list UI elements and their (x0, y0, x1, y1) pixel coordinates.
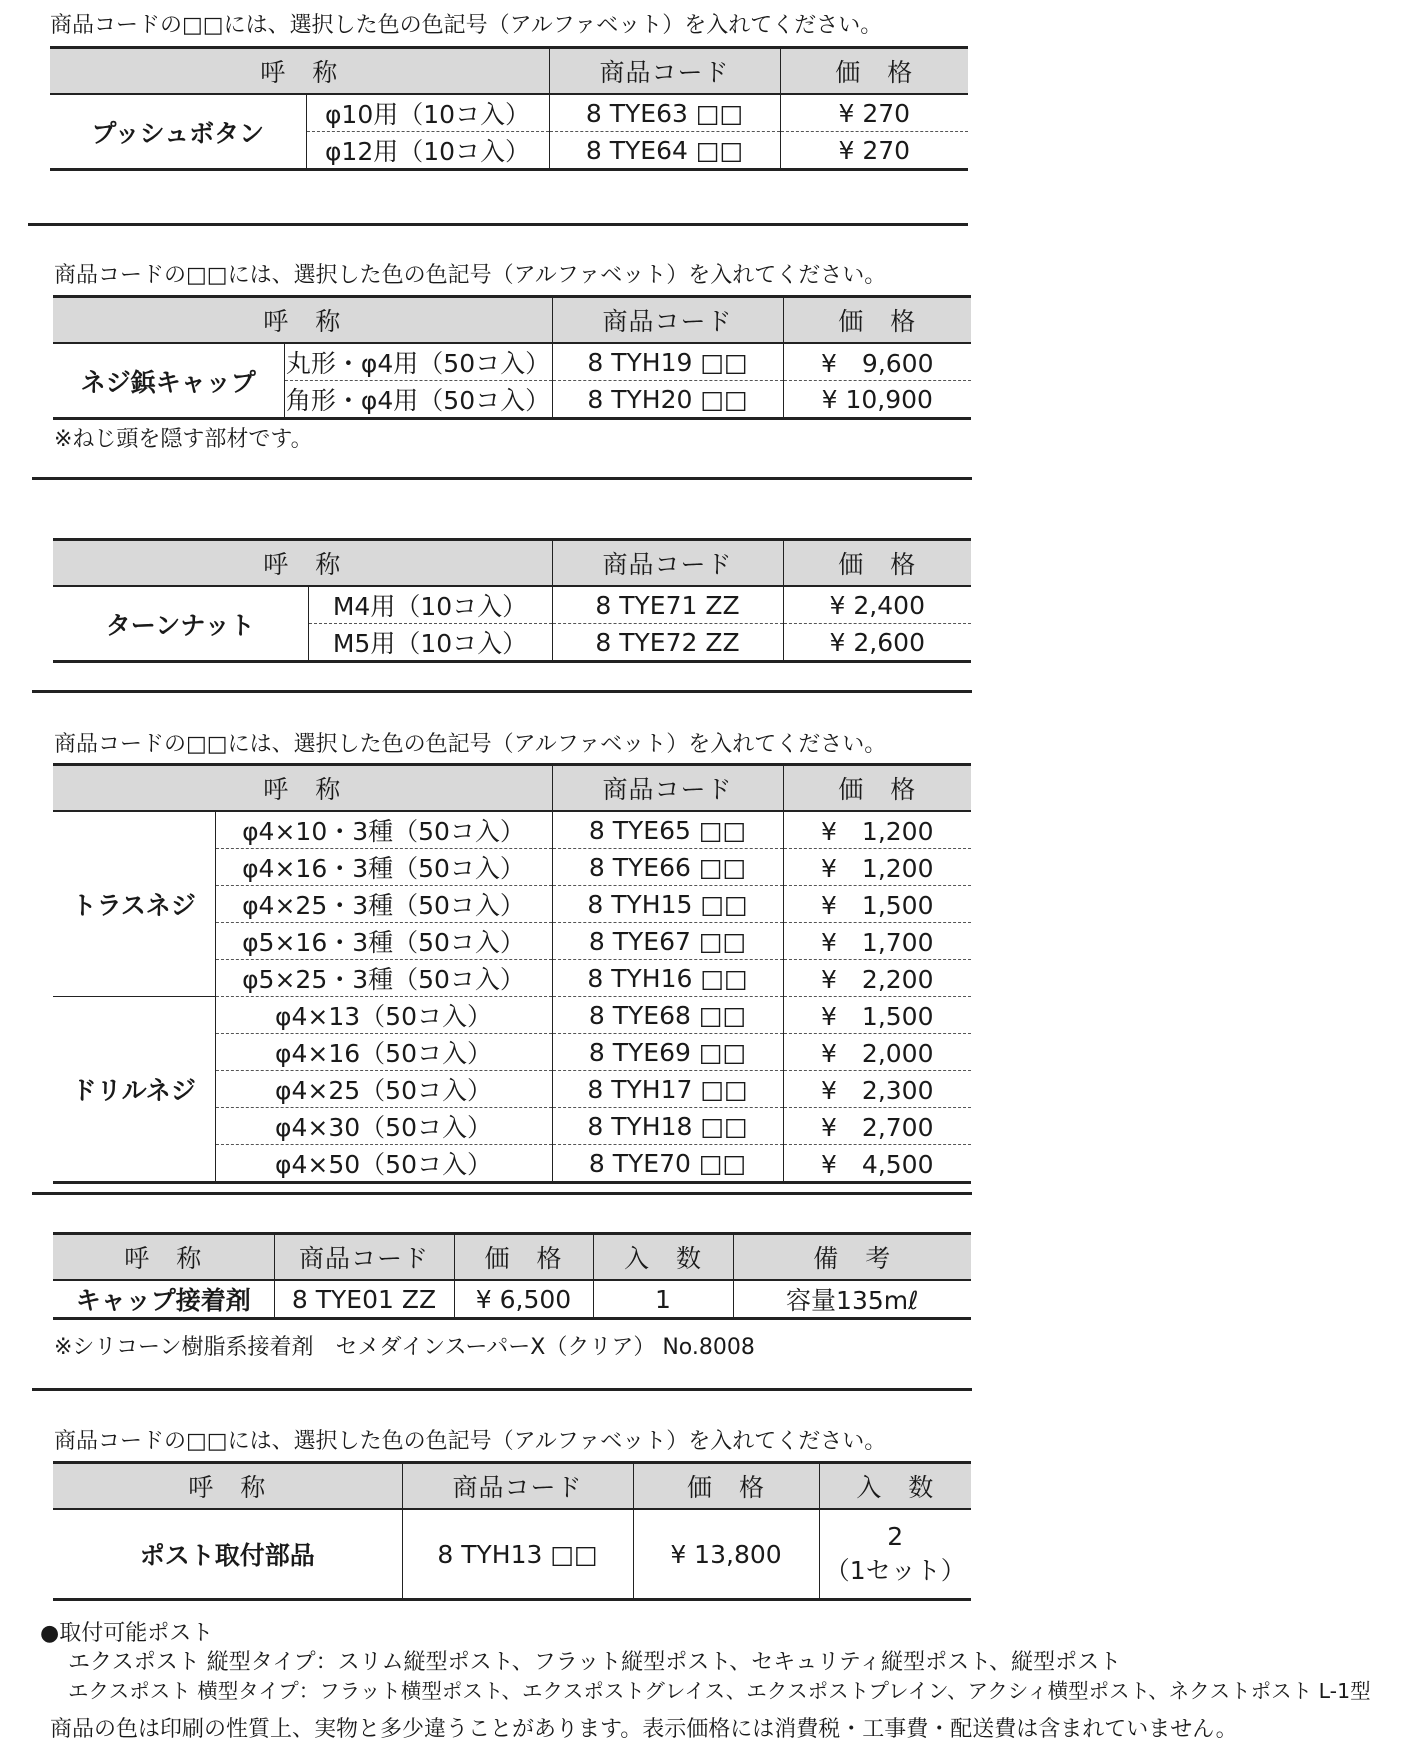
disclaimer: 商品の色は印刷の性質上、実物と多少違うことがあります。表示価格には消費税・工事費・配送費は含まれていません。 (50, 1717, 1238, 1742)
product-spec: 角形・φ4用（50コ入） (284, 381, 552, 419)
product-price: ¥ 9,600 (783, 343, 971, 381)
header-code: 商品コード (402, 1463, 633, 1510)
product-price: ¥ 1,200 (783, 849, 971, 886)
product-spec: φ4×50（50コ入） (215, 1145, 552, 1183)
header-remarks: 備 考 (733, 1234, 971, 1281)
product-price: ¥ 2,300 (783, 1071, 971, 1108)
product-code: 8 TYH16 □□ (552, 960, 783, 997)
product-code: 8 TYE63 □□ (549, 94, 780, 132)
product-spec: φ4×10・3種（50コ入） (215, 811, 552, 849)
header-name: 呼 称 (53, 1463, 402, 1510)
header-name: 呼 称 (53, 540, 552, 587)
product-price: ¥ 270 (780, 132, 968, 170)
header-name: 呼 称 (53, 297, 552, 344)
product-price: ¥ 2,600 (783, 624, 971, 662)
header-qty: 入 数 (819, 1463, 971, 1510)
compatible-posts-title: ●取付可能ポスト (40, 1621, 214, 1646)
product-name: キャップ接着剤 (53, 1280, 274, 1319)
product-spec: φ5×16・3種（50コ入） (215, 923, 552, 960)
product-code: 8 TYE70 □□ (552, 1145, 783, 1183)
header-code: 商品コード (549, 48, 780, 95)
header-price: 価 格 (783, 540, 971, 587)
product-spec: φ4×25（50コ入） (215, 1071, 552, 1108)
product-remarks: 容量135mℓ (733, 1280, 971, 1319)
product-spec: φ5×25・3種（50コ入） (215, 960, 552, 997)
section-divider (32, 1388, 972, 1391)
header-name: 呼 称 (50, 48, 549, 95)
product-qty: 1 (593, 1280, 733, 1319)
product-code: 8 TYE71 ZZ (552, 586, 783, 624)
header-name: 呼 称 (53, 1234, 274, 1281)
header-price: 価 格 (454, 1234, 593, 1281)
product-price: ¥ 1,500 (783, 886, 971, 923)
product-spec: φ4×13（50コ入） (215, 997, 552, 1034)
product-price: ¥ 1,500 (783, 997, 971, 1034)
product-code: 8 TYH18 □□ (552, 1108, 783, 1145)
product-code: 8 TYE01 ZZ (274, 1280, 454, 1319)
product-code: 8 TYE66 □□ (552, 849, 783, 886)
section-divider (32, 1192, 972, 1195)
product-spec: φ4×16・3種（50コ入） (215, 849, 552, 886)
header-price: 価 格 (780, 48, 968, 95)
screw-cap-table (53, 295, 971, 420)
turn-nut-table (53, 538, 971, 663)
qty-set: （1セット） (824, 1555, 966, 1585)
product-price: ¥ 6,500 (454, 1280, 593, 1319)
product-spec: 丸形・φ4用（50コ入） (284, 343, 552, 381)
product-spec: φ4×16（50コ入） (215, 1034, 552, 1071)
product-name: ポスト取付部品 (53, 1509, 402, 1600)
header-code: 商品コード (274, 1234, 454, 1281)
section-divider (32, 477, 972, 480)
product-price: ¥ 270 (780, 94, 968, 132)
product-spec: φ12用（10コ入） (306, 132, 549, 170)
product-code: 8 TYH13 □□ (402, 1509, 633, 1600)
header-code: 商品コード (552, 765, 783, 812)
product-price: ¥ 4,500 (783, 1145, 971, 1183)
truss-screw-name: トラスネジ (53, 811, 215, 997)
product-spec: φ10用（10コ入） (306, 94, 549, 132)
drill-screw-name: ドリルネジ (53, 997, 215, 1183)
screw-cap-footnote: ※ねじ頭を隠す部材です。 (54, 427, 313, 452)
header-price: 価 格 (783, 765, 971, 812)
product-spec: φ4×30（50コ入） (215, 1108, 552, 1145)
product-price: ¥ 2,200 (783, 960, 971, 997)
product-code: 8 TYE64 □□ (549, 132, 780, 170)
product-code: 8 TYE69 □□ (552, 1034, 783, 1071)
adhesive-footnote: ※シリコーン樹脂系接着剤 セメダインスーパーX（クリア） No.8008 (54, 1335, 755, 1360)
adhesive-table (53, 1232, 971, 1320)
product-code: 8 TYH19 □□ (552, 343, 783, 381)
product-spec: M4用（10コ入） (308, 586, 552, 624)
qty-count: 2 (887, 1521, 904, 1551)
product-qty (819, 1509, 971, 1600)
product-price: ¥ 1,700 (783, 923, 971, 960)
product-spec: M5用（10コ入） (308, 624, 552, 662)
header-code: 商品コード (552, 297, 783, 344)
header-name: 呼 称 (53, 765, 552, 812)
note-code-1: 商品コードの□□には、選択した色の色記号（アルファベット）を入れてください。 (50, 13, 883, 38)
post-parts-table (53, 1461, 971, 1601)
product-price: ¥ 2,700 (783, 1108, 971, 1145)
product-name: プッシュボタン (50, 94, 306, 170)
section-divider (32, 690, 972, 693)
product-code: 8 TYE68 □□ (552, 997, 783, 1034)
product-code: 8 TYH15 □□ (552, 886, 783, 923)
note-code-3: 商品コードの□□には、選択した色の色記号（アルファベット）を入れてください。 (54, 732, 887, 757)
compatible-posts-horizontal: エクスポスト 横型タイプ：フラット横型ポスト、エクスポストグレイス、エクスポストプレイン、アクシィ横型ポスト、ネクストポスト L-1型 (68, 1679, 1371, 1703)
note-code-2: 商品コードの□□には、選択した色の色記号（アルファベット）を入れてください。 (54, 263, 887, 288)
screws-table (53, 763, 971, 1184)
product-price: ¥ 1,200 (783, 811, 971, 849)
product-spec: φ4×25・3種（50コ入） (215, 886, 552, 923)
product-price: ¥ 13,800 (633, 1509, 819, 1600)
header-price: 価 格 (633, 1463, 819, 1510)
product-code: 8 TYE72 ZZ (552, 624, 783, 662)
product-price: ¥ 2,000 (783, 1034, 971, 1071)
header-price: 価 格 (783, 297, 971, 344)
product-name: ネジ鋲キャップ (53, 343, 284, 419)
product-code: 8 TYH17 □□ (552, 1071, 783, 1108)
header-code: 商品コード (552, 540, 783, 587)
section-divider (28, 223, 968, 226)
compatible-posts-vertical: エクスポスト 縦型タイプ：スリム縦型ポスト、フラット縦型ポスト、セキュリティ縦型ポスト、縦型ポスト (68, 1650, 1122, 1675)
note-code-4: 商品コードの□□には、選択した色の色記号（アルファベット）を入れてください。 (54, 1429, 887, 1454)
product-name: ターンナット (53, 586, 308, 662)
product-code: 8 TYE67 □□ (552, 923, 783, 960)
push-button-table (50, 46, 968, 171)
header-qty: 入 数 (593, 1234, 733, 1281)
product-price: ¥ 2,400 (783, 586, 971, 624)
product-price: ¥ 10,900 (783, 381, 971, 419)
product-code: 8 TYH20 □□ (552, 381, 783, 419)
product-code: 8 TYE65 □□ (552, 811, 783, 849)
